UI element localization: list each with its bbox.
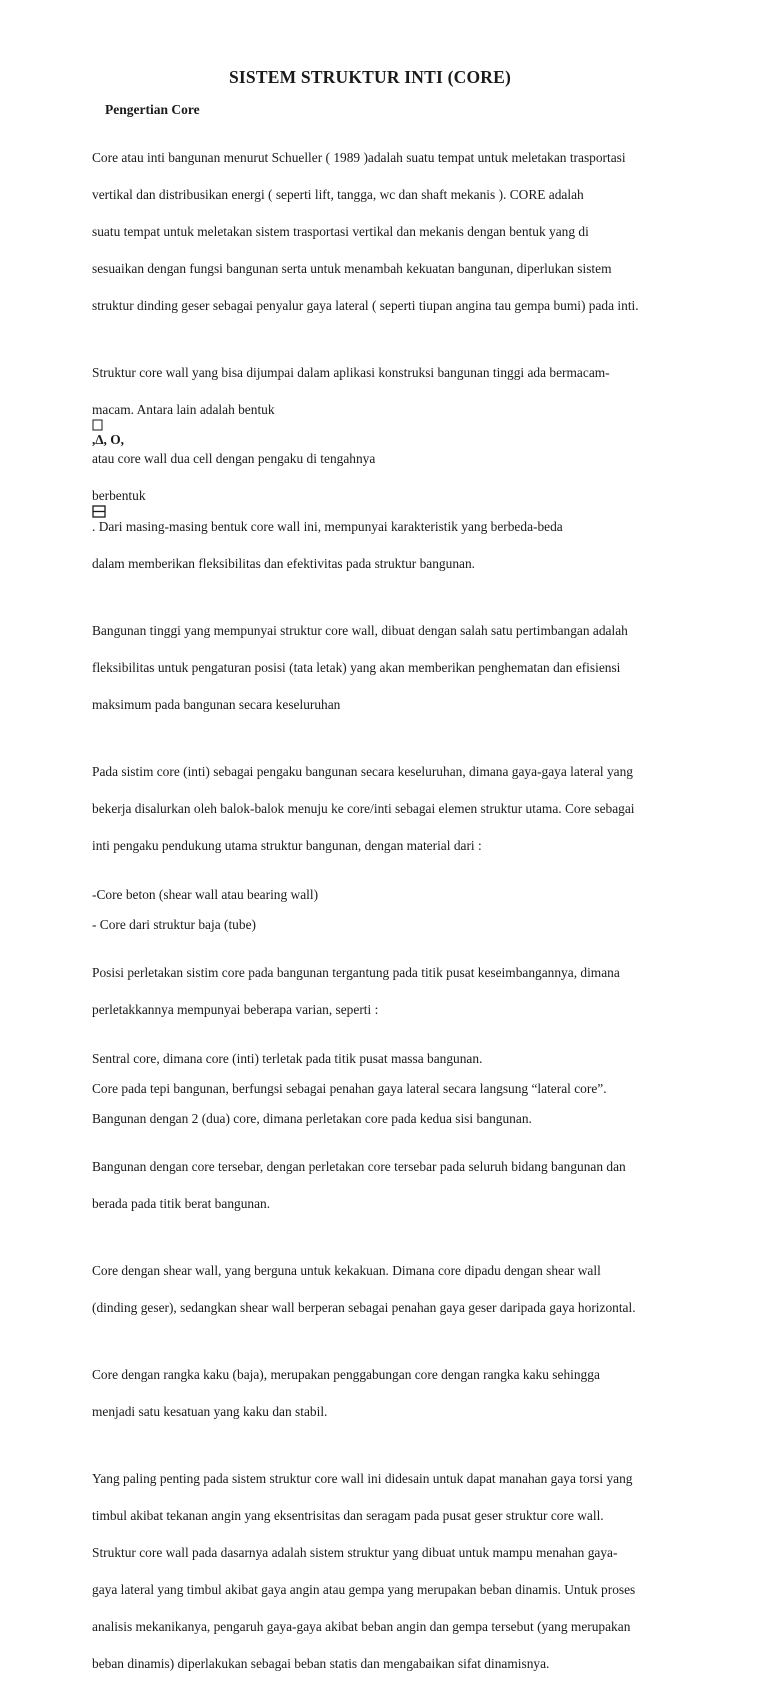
document-body <box>92 130 682 1704</box>
paragraph-7 <box>92 946 682 1039</box>
paragraph-12 <box>92 1244 682 1337</box>
paragraph-13 <box>92 1348 682 1441</box>
paragraph-3 <box>92 604 682 734</box>
paragraph-line: berada pada titik berat bangunan. <box>92 1196 271 1211</box>
paragraph-line: menjadi satu kesatuan yang kaku dan stabil. <box>92 1404 328 1419</box>
paragraph-1 <box>92 130 682 334</box>
paragraph-line: Bangunan tinggi yang mempunyai struktur core wall, dibuat dengan salah satu pertimbangan adalah <box>92 623 628 638</box>
paragraph-line: Bangunan dengan core tersebar, dengan perletakan core tersebar pada seluruh bidang bangunan dan <box>92 1159 626 1174</box>
paragraph-9: Core pada tepi bangunan, berfungsi sebagai penahan gaya lateral secara langsung “lateral core”. <box>92 1080 607 1096</box>
paragraph-text: atau core wall dua cell dengan pengaku di tengahnya <box>92 450 376 466</box>
paragraph-text: berbentuk <box>92 487 146 503</box>
paragraph-line <box>92 487 682 537</box>
paragraph-10: Bangunan dengan 2 (dua) core, dimana perletakan core pada kedua sisi bangunan. <box>92 1110 532 1126</box>
paragraph-line: Pada sistim core (inti) sebagai pengaku bangunan secara keseluruhan, dimana gaya-gaya lateral yang <box>92 764 633 779</box>
paragraph-line: bekerja disalurkan oleh balok-balok menuju ke core/inti sebagai elemen struktur utama. Core sebagai <box>92 801 635 816</box>
paragraph-line: gaya lateral yang timbul akibat gaya angin atau gempa yang merupakan beban dinamis. Untuk proses <box>92 1582 636 1597</box>
shape-symbols: ,∆, O, <box>92 432 124 447</box>
paragraph-line <box>92 401 682 469</box>
paragraph-line: beban dinamis) diperlakukan sebagai beban statis dan mengabaikan sifat dinamisnya. <box>92 1656 550 1671</box>
paragraph-line: perletakkannya mempunyai beberapa varian, seperti : <box>92 1002 379 1017</box>
paragraph-line: analisis mekanikanya, pengaruh gaya-gaya akibat beban angin dan gempa tersebut (yang merupakan <box>92 1619 631 1634</box>
paragraph-line: inti pengaku pendukung utama struktur bangunan, dengan material dari : <box>92 838 482 853</box>
paragraph-11 <box>92 1140 682 1233</box>
paragraph-line: suatu tempat untuk meletakan sistem trasportasi vertikal dan mekanis dengan bentuk yang di <box>92 223 589 239</box>
paragraph-line: sesuaikan dengan fungsi bangunan serta untuk menambah kekuatan bangunan, diperlukan sistem <box>92 260 612 276</box>
paragraph-text: . Dari masing-masing bentuk core wall ini, mempunyai karakteristik yang berbeda-beda <box>92 519 563 534</box>
paragraph-line: timbul akibat tekanan angin yang eksentrisitas dan seragam pada pusat geser struktur core wall. <box>92 1508 604 1523</box>
paragraph-4 <box>92 745 682 875</box>
paragraph-line: Struktur core wall yang bisa dijumpai dalam aplikasi konstruksi bangunan tinggi ada bermacam- <box>92 364 610 380</box>
paragraph-line: Posisi perletakan sistim core pada bangunan tergantung pada titik pusat keseimbangannya, dimana <box>92 965 620 980</box>
paragraph-line: fleksibilitas untuk pengaturan posisi (tata letak) yang akan memberikan penghematan dan efisiensi <box>92 660 621 675</box>
paragraph-line: Core dengan shear wall, yang berguna untuk kekakuan. Dimana core dipadu dengan shear wall <box>92 1263 601 1278</box>
square-outline-icon <box>92 419 682 431</box>
list-item-core-beton: -Core beton (shear wall atau bearing wall) <box>92 886 319 902</box>
section-heading: Pengertian Core <box>105 102 200 117</box>
paragraph-line: maksimum pada bangunan secara keseluruhan <box>92 697 341 712</box>
paragraph-2 <box>92 345 682 592</box>
list-item-core-baja: - Core dari struktur baja (tube) <box>92 916 256 932</box>
paragraph-text: macam. Antara lain adalah bentuk <box>92 401 275 417</box>
paragraph-line: vertikal dan distribusikan energi ( seperti lift, tangga, wc dan shaft mekanis ). CORE adalah <box>92 186 584 202</box>
paragraph-line: (dinding geser), sedangkan shear wall berperan sebagai penahan gaya geser daripada gaya horizontal. <box>92 1300 636 1315</box>
paragraph-line: Core dengan rangka kaku (baja), merupakan penggabungan core dengan rangka kaku sehingga <box>92 1367 600 1382</box>
paragraph-8: Sentral core, dimana core (inti) terletak pada titik pusat massa bangunan. <box>92 1050 483 1066</box>
document-title: SISTEM STRUKTUR INTI (CORE) <box>228 67 512 87</box>
paragraph-line: Yang paling penting pada sistem struktur core wall ini didesain untuk dapat manahan gaya torsi yang <box>92 1471 633 1486</box>
paragraph-line: Struktur core wall pada dasarnya adalah sistem struktur yang dibuat untuk mampu menahan gaya- <box>92 1545 618 1560</box>
two-cell-core-icon <box>92 505 682 518</box>
paragraph-line: struktur dinding geser sebagai penyalur gaya lateral ( seperti tiupan angina tau gempa bumi) pada inti. <box>92 297 639 313</box>
paragraph-14 <box>92 1452 682 1693</box>
paragraph-line: dalam memberikan fleksibilitas dan efektivitas pada struktur bangunan. <box>92 556 476 571</box>
paragraph-line: Core atau inti bangunan menurut Schueller ( 1989 )adalah suatu tempat untuk meletakan trasportasi <box>92 149 626 165</box>
